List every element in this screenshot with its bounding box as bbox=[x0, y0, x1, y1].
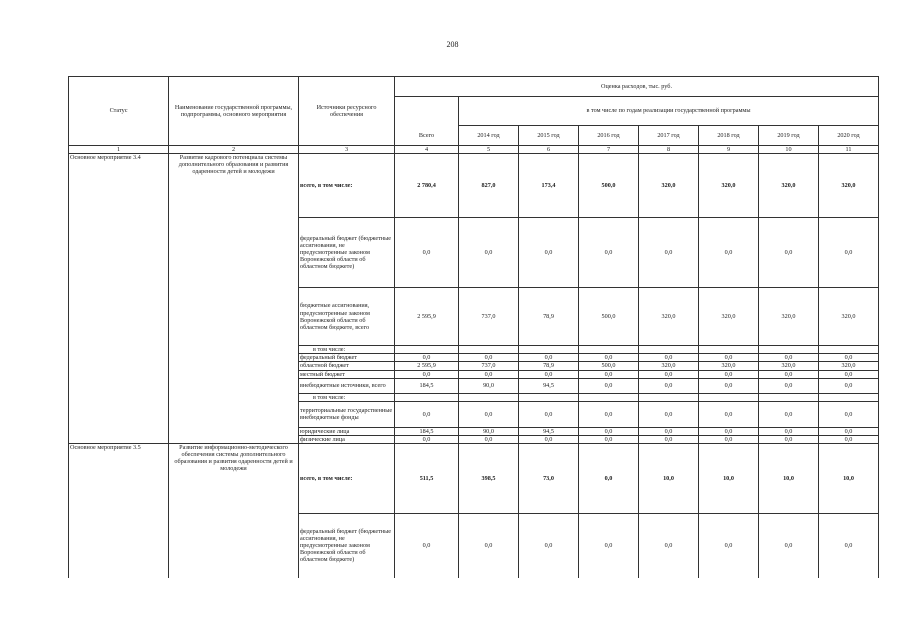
value-cell: 0,0 bbox=[459, 354, 519, 362]
value-cell: 398,5 bbox=[459, 444, 519, 514]
value-cell: 320,0 bbox=[699, 154, 759, 218]
source-label: внебюджетные источники, всего bbox=[299, 378, 395, 393]
value-cell: 0,0 bbox=[519, 514, 579, 578]
header-year: 2015 год bbox=[519, 126, 579, 146]
value-cell: 0,0 bbox=[395, 514, 459, 578]
value-cell: 0,0 bbox=[579, 444, 639, 514]
value-cell: 94,5 bbox=[519, 378, 579, 393]
value-cell: 0,0 bbox=[395, 435, 459, 443]
source-label: в том числе: bbox=[299, 393, 395, 401]
value-cell: 0,0 bbox=[819, 514, 879, 578]
value-cell: 0,0 bbox=[699, 218, 759, 288]
source-label: бюджетные ассигнования, предусмотренные законом Воронежской области об областном бюджете, всего bbox=[299, 288, 395, 346]
source-label: всего, в том числе: bbox=[299, 154, 395, 218]
column-number: 11 bbox=[819, 146, 879, 154]
value-cell: 0,0 bbox=[639, 370, 699, 378]
header-total: Всего bbox=[395, 97, 459, 146]
value-cell: 78,9 bbox=[519, 288, 579, 346]
column-number: 8 bbox=[639, 146, 699, 154]
value-cell: 0,0 bbox=[459, 401, 519, 427]
header-year: 2018 год bbox=[699, 126, 759, 146]
header-year: 2020 год bbox=[819, 126, 879, 146]
value-cell: 184,5 bbox=[395, 378, 459, 393]
value-cell: 0,0 bbox=[759, 514, 819, 578]
column-number: 1 bbox=[69, 146, 169, 154]
value-cell: 320,0 bbox=[819, 288, 879, 346]
header-incl-years: в том числе по годам реализации государственной программы bbox=[459, 97, 879, 126]
value-cell: 0,0 bbox=[395, 354, 459, 362]
row-activity-name: Развитие кадрового потенциала системы дополнительного образования и развития одаренности детей и молодежи bbox=[169, 154, 299, 444]
value-cell: 0,0 bbox=[519, 370, 579, 378]
value-cell: 0,0 bbox=[519, 218, 579, 288]
value-cell: 2 595,9 bbox=[395, 288, 459, 346]
value-cell: 0,0 bbox=[519, 435, 579, 443]
value-cell: 90,0 bbox=[459, 378, 519, 393]
header-sources: Источники ресурсного обеспечения bbox=[299, 77, 395, 146]
source-label: федеральный бюджет (бюджетные ассигнования, не предусмотренные законом Воронежской области об областном бюджете) bbox=[299, 514, 395, 578]
value-cell: 320,0 bbox=[639, 288, 699, 346]
value-cell: 0,0 bbox=[579, 370, 639, 378]
value-cell: 0,0 bbox=[519, 354, 579, 362]
value-cell: 0,0 bbox=[699, 514, 759, 578]
value-cell: 0,0 bbox=[819, 401, 879, 427]
header-year: 2019 год bbox=[759, 126, 819, 146]
value-cell: 0,0 bbox=[819, 354, 879, 362]
source-label: территориальные государственные внебюджетные фонды bbox=[299, 401, 395, 427]
value-cell: 320,0 bbox=[759, 154, 819, 218]
value-cell: 500,0 bbox=[579, 154, 639, 218]
row-status: Основное мероприятие 3.4 bbox=[69, 154, 169, 444]
value-cell: 0,0 bbox=[459, 514, 519, 578]
source-label: всего, в том числе: bbox=[299, 444, 395, 514]
value-cell: 320,0 bbox=[639, 362, 699, 370]
value-cell: 0,0 bbox=[459, 370, 519, 378]
value-cell: 0,0 bbox=[579, 378, 639, 393]
value-cell: 0,0 bbox=[819, 218, 879, 288]
value-cell: 737,0 bbox=[459, 288, 519, 346]
expense-table bbox=[68, 76, 879, 578]
value-cell: 10,0 bbox=[639, 444, 699, 514]
value-cell: 173,4 bbox=[519, 154, 579, 218]
value-cell: 0,0 bbox=[579, 218, 639, 288]
value-cell: 0,0 bbox=[519, 401, 579, 427]
value-cell: 2 780,4 bbox=[395, 154, 459, 218]
value-cell: 0,0 bbox=[759, 218, 819, 288]
header-name: Наименование государственной программы, подпрограммы, основного мероприятия bbox=[169, 77, 299, 146]
value-cell: 320,0 bbox=[819, 362, 879, 370]
value-cell: 500,0 bbox=[579, 288, 639, 346]
value-cell: 0,0 bbox=[699, 378, 759, 393]
value-cell: 0,0 bbox=[759, 378, 819, 393]
value-cell: 0,0 bbox=[759, 401, 819, 427]
value-cell: 0,0 bbox=[699, 370, 759, 378]
value-cell: 10,0 bbox=[759, 444, 819, 514]
value-cell: 0,0 bbox=[819, 435, 879, 443]
value-cell: 0,0 bbox=[639, 435, 699, 443]
value-cell: 0,0 bbox=[819, 427, 879, 435]
value-cell: 0,0 bbox=[699, 354, 759, 362]
value-cell: 0,0 bbox=[459, 218, 519, 288]
value-cell: 0,0 bbox=[759, 435, 819, 443]
source-label: местный бюджет bbox=[299, 370, 395, 378]
value-cell: 0,0 bbox=[639, 218, 699, 288]
value-cell: 184,5 bbox=[395, 427, 459, 435]
column-number: 3 bbox=[299, 146, 395, 154]
header-status: Статус bbox=[69, 77, 169, 146]
value-cell: 0,0 bbox=[759, 427, 819, 435]
value-cell: 0,0 bbox=[639, 401, 699, 427]
value-cell: 0,0 bbox=[579, 435, 639, 443]
source-label: физические лица bbox=[299, 435, 395, 443]
value-cell: 500,0 bbox=[579, 362, 639, 370]
value-cell: 0,0 bbox=[639, 378, 699, 393]
column-number: 4 bbox=[395, 146, 459, 154]
value-cell: 320,0 bbox=[819, 154, 879, 218]
value-cell: 0,0 bbox=[395, 370, 459, 378]
value-cell: 10,0 bbox=[819, 444, 879, 514]
value-cell: 511,5 bbox=[395, 444, 459, 514]
source-label: областной бюджет bbox=[299, 362, 395, 370]
value-cell: 0,0 bbox=[699, 435, 759, 443]
value-cell: 0,0 bbox=[395, 218, 459, 288]
source-label: федеральный бюджет bbox=[299, 354, 395, 362]
value-cell: 827,0 bbox=[459, 154, 519, 218]
value-cell: 0,0 bbox=[699, 427, 759, 435]
value-cell: 0,0 bbox=[639, 514, 699, 578]
value-cell: 320,0 bbox=[699, 288, 759, 346]
value-cell: 737,0 bbox=[459, 362, 519, 370]
value-cell: 0,0 bbox=[395, 401, 459, 427]
value-cell: 0,0 bbox=[819, 370, 879, 378]
value-cell: 320,0 bbox=[639, 154, 699, 218]
value-cell: 0,0 bbox=[819, 378, 879, 393]
header-year: 2017 год bbox=[639, 126, 699, 146]
column-number: 5 bbox=[459, 146, 519, 154]
source-label: федеральный бюджет (бюджетные ассигнования, не предусмотренные законом Воронежской области об областном бюджете) bbox=[299, 218, 395, 288]
value-cell: 0,0 bbox=[579, 401, 639, 427]
value-cell: 320,0 bbox=[699, 362, 759, 370]
value-cell: 320,0 bbox=[759, 288, 819, 346]
value-cell: 320,0 bbox=[759, 362, 819, 370]
value-cell: 0,0 bbox=[639, 354, 699, 362]
column-number: 2 bbox=[169, 146, 299, 154]
column-number: 6 bbox=[519, 146, 579, 154]
value-cell: 2 595,9 bbox=[395, 362, 459, 370]
header-year: 2016 год bbox=[579, 126, 639, 146]
column-number: 10 bbox=[759, 146, 819, 154]
value-cell: 0,0 bbox=[699, 401, 759, 427]
header-year: 2014 год bbox=[459, 126, 519, 146]
value-cell: 10,0 bbox=[699, 444, 759, 514]
value-cell: 78,9 bbox=[519, 362, 579, 370]
value-cell: 90,0 bbox=[459, 427, 519, 435]
value-cell: 0,0 bbox=[759, 354, 819, 362]
value-cell: 0,0 bbox=[459, 435, 519, 443]
page-number: 208 bbox=[446, 40, 459, 49]
column-number: 7 bbox=[579, 146, 639, 154]
row-activity-name: Развитие информационно-методического обеспечения системы дополнительного образования и развития одаренности детей и молодежи bbox=[169, 444, 299, 578]
row-status: Основное мероприятие 3.5 bbox=[69, 444, 169, 578]
column-number: 9 bbox=[699, 146, 759, 154]
header-estimate: Оценка расходов, тыс. руб. bbox=[395, 77, 879, 97]
value-cell: 0,0 bbox=[579, 514, 639, 578]
value-cell: 0,0 bbox=[639, 427, 699, 435]
source-label: юридические лица bbox=[299, 427, 395, 435]
source-label: в том числе: bbox=[299, 346, 395, 354]
value-cell: 0,0 bbox=[579, 427, 639, 435]
value-cell: 0,0 bbox=[579, 354, 639, 362]
value-cell: 0,0 bbox=[759, 370, 819, 378]
value-cell: 94,5 bbox=[519, 427, 579, 435]
value-cell: 73,0 bbox=[519, 444, 579, 514]
